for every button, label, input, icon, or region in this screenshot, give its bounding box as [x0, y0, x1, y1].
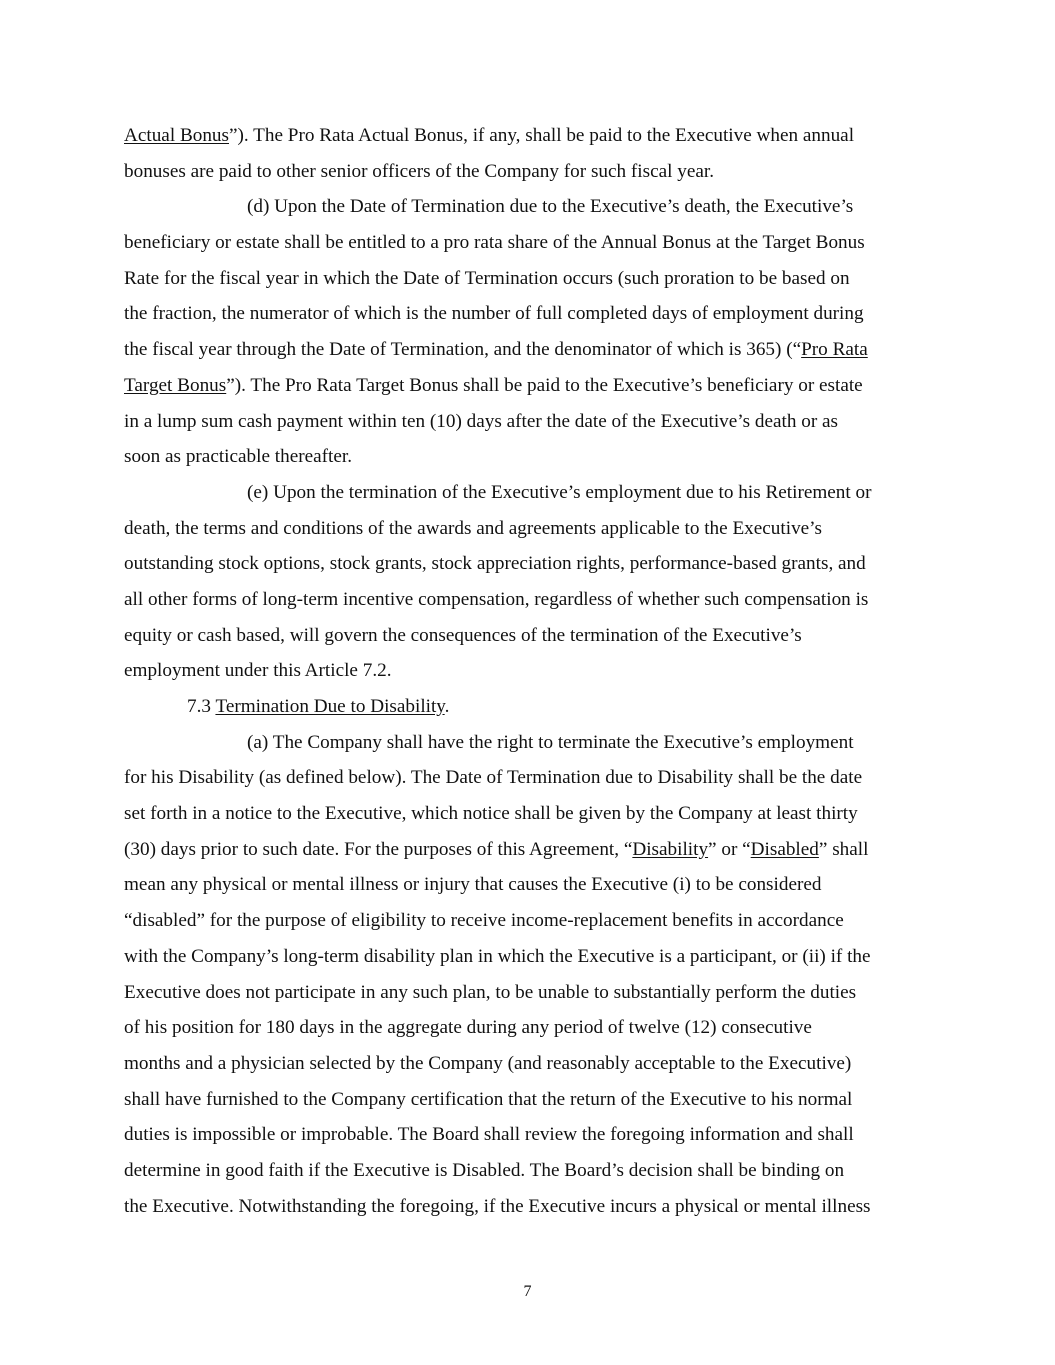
text-run: beneficiary or estate shall be entitled to a pro rata share of the Annual Bonus at the Target Bonus — [124, 232, 865, 254]
text-line — [124, 582, 932, 618]
text-line — [124, 1046, 932, 1082]
text-line — [124, 1189, 932, 1225]
text-line — [124, 118, 932, 154]
text-line — [124, 546, 932, 582]
text-run: outstanding stock options, stock grants, stock appreciation rights, performance-based grants, and — [124, 553, 866, 575]
text-run: (30) days prior to such date. For the purposes of this Agreement, “ — [124, 838, 633, 860]
text-line — [124, 796, 932, 832]
text-line — [124, 439, 932, 475]
text-run: 7.3 — [187, 696, 216, 717]
text-run: Rate for the fiscal year in which the Date of Termination occurs (such proration to be based on — [124, 267, 850, 289]
text-run: all other forms of long-term incentive compensation, regardless of whether such compensation is — [124, 588, 869, 610]
text-run: mean any physical or mental illness or injury that causes the Executive (i) to be considered — [124, 874, 822, 896]
text-run: ” shall — [818, 838, 869, 860]
text-line — [124, 725, 932, 761]
body-text — [124, 118, 932, 1224]
text-line — [124, 832, 932, 868]
text-run: set forth in a notice to the Executive, which notice shall be given by the Company at least thirty — [124, 803, 858, 825]
text-line — [124, 1082, 932, 1118]
text-run: Executive does not participate in any such plan, to be unable to substantially perform the duties — [124, 981, 857, 1003]
text-run: bonuses are paid to other senior officers of the Company for such fiscal year. — [124, 160, 715, 182]
defined-term: Termination Due to Disability — [215, 696, 445, 717]
page-number: 7 — [523, 1283, 532, 1300]
defined-term: Target Bonus — [124, 374, 227, 396]
text-line — [124, 618, 932, 654]
text-line — [124, 975, 932, 1011]
text-line — [124, 1153, 932, 1189]
text-run: . — [444, 696, 450, 717]
text-run: duties is impossible or improbable. The Board shall review the foregoing information and shall — [124, 1124, 854, 1146]
text-run: with the Company’s long-term disability plan in which the Executive is a participant, or (ii) if the — [124, 945, 871, 967]
text-line — [124, 261, 932, 297]
text-line — [124, 867, 932, 903]
defined-term: Actual Bonus — [124, 125, 229, 146]
text-run: the Executive. Notwithstanding the foregoing, if the Executive incurs a physical or mental illness — [124, 1195, 871, 1217]
text-run: in a lump sum cash payment within ten (10) days after the date of the Executive’s death or as — [124, 410, 838, 432]
text-run: months and a physician selected by the Company (and reasonably acceptable to the Executive) — [124, 1052, 852, 1074]
text-run: (e) Upon the termination of the Executive’s employment due to his Retirement or — [247, 481, 872, 503]
text-run: death, the terms and conditions of the awards and agreements applicable to the Executive’s — [124, 517, 822, 539]
defined-term: Pro Rata — [801, 339, 868, 361]
text-line — [124, 1010, 932, 1046]
text-run: (a) The Company shall have the right to terminate the Executive’s employment — [247, 731, 854, 753]
text-line — [124, 368, 932, 404]
text-line — [124, 225, 932, 261]
text-line — [124, 689, 932, 725]
text-line — [124, 511, 932, 547]
text-run: ” or “ — [708, 838, 751, 860]
text-run: “disabled” for the purpose of eligibility to receive income-replacement benefits in accordance — [124, 910, 844, 932]
text-run: ”). The Pro Rata Actual Bonus, if any, shall be paid to the Executive when annual — [229, 125, 855, 146]
text-run: for his Disability (as defined below). The Date of Termination due to Disability shall be the date — [124, 767, 863, 789]
text-line — [124, 154, 932, 190]
text-run: employment under this Article 7.2. — [124, 660, 392, 682]
text-line — [124, 475, 932, 511]
text-run: the fiscal year through the Date of Termination, and the denominator of which is 365) (“ — [124, 339, 802, 361]
text-run: shall have furnished to the Company certification that the return of the Executive to his normal — [124, 1088, 853, 1110]
text-line — [124, 760, 932, 796]
text-run: of his position for 180 days in the aggregate during any period of twelve (12) consecutive — [124, 1017, 812, 1039]
text-line — [124, 332, 932, 368]
text-run: soon as practicable thereafter. — [124, 446, 353, 468]
text-run: equity or cash based, will govern the consequences of the termination of the Executive’s — [124, 624, 802, 646]
text-line — [124, 404, 932, 440]
defined-term: Disability — [632, 838, 709, 860]
text-run: determine in good faith if the Executive is Disabled. The Board’s decision shall be binding on — [124, 1159, 845, 1181]
text-run: ”). The Pro Rata Target Bonus shall be paid to the Executive’s beneficiary or estate — [226, 374, 863, 396]
text-run: the fraction, the numerator of which is the number of full completed days of employment during — [124, 303, 864, 325]
text-line — [124, 1117, 932, 1153]
text-line — [124, 903, 932, 939]
defined-term: Disabled — [750, 838, 819, 860]
text-run: (d) Upon the Date of Termination due to the Executive’s death, the Executive’s — [247, 196, 854, 218]
text-line — [124, 653, 932, 689]
text-line — [124, 939, 932, 975]
text-line — [124, 296, 932, 332]
text-line — [124, 189, 932, 225]
